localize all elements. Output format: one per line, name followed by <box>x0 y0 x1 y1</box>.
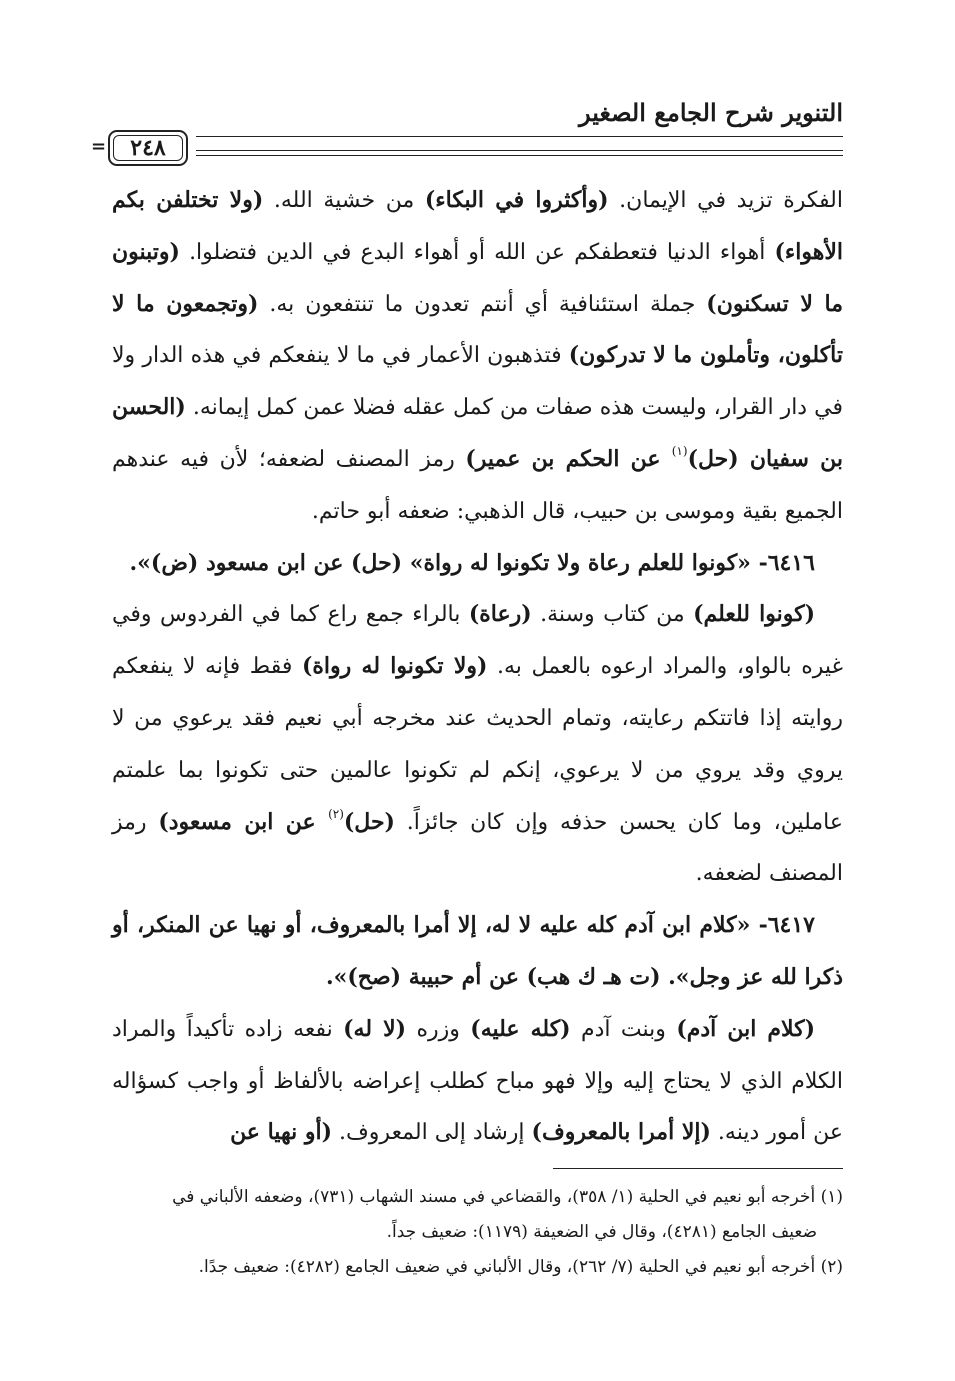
quoted-phrase: (أو نهيا عن <box>230 1119 333 1146</box>
quoted-phrase: (وأكثروا في البكاء) <box>424 187 609 213</box>
quoted-phrase: عن ابن مسعود) <box>158 808 329 835</box>
footnote-reference[interactable]: (١) <box>671 443 688 458</box>
main-text <box>112 175 843 1159</box>
text-run: إرشاد إلى المعروف. <box>332 1120 532 1146</box>
footnote-2: (٢) أخرجه أبو نعيم في الحلية (٧/ ٢٦٢)، وقال الألباني في ضعيف الجامع (٤٢٨٢): ضعيف جدًا. <box>198 1257 843 1277</box>
quoted-phrase: (الحسن بن سفيان (حل) <box>112 394 843 472</box>
text-run: فتذهبون الأعمار في ما لا ينفعكم في هذه الدار ولا في دار القرار، وليست هذه صفات من كمل عقله فضلا عمن كمل إيمانه. <box>112 343 843 421</box>
text-run: من خشية الله. <box>263 188 425 213</box>
quoted-phrase: (لا له) <box>343 1015 407 1042</box>
header-rule <box>196 155 843 156</box>
quoted-phrase: (حل) <box>343 808 395 835</box>
text-run: وبنت آدم <box>570 1016 677 1042</box>
text-run: أهواء الدنيا فتعطفكم عن الله أو أهواء البدع في الدين فتضلوا. <box>179 239 775 265</box>
paragraph <box>112 1004 843 1159</box>
header-rule <box>196 136 843 137</box>
quoted-phrase: (ولا تختلفن بكم الأهواء) <box>112 187 843 265</box>
hadith-heading: ٦٤١٦- «كونوا للعلم رعاة ولا تكونوا له رواة» (حل) عن ابن مسعود (ض)». <box>129 549 815 576</box>
quoted-phrase: (إلا أمرا بالمعروف) <box>531 1119 711 1146</box>
footnote-reference[interactable]: (٢) <box>328 806 344 821</box>
text-run: فقط فإنه لا ينفعكم روايته إذا فاتتكم رعايته، وتمام الحديث عند مخرجه أبي نعيم فقد يرعوي من لا يروي وقد يروي من لا يرعوي، إنكم لم تكونوا عالمين حتى تكونوا بما علمتم عاملين، وما كان يحسن حذفه وإن كان جائزاً. <box>112 654 843 835</box>
page-number-frame <box>108 130 188 166</box>
text-run: وزره <box>406 1016 471 1042</box>
footnotes <box>112 1180 843 1285</box>
quoted-phrase: (كونوا للعلم) <box>693 601 815 628</box>
quoted-phrase: (وتجمعون ما لا تأكلون، وتأملون ما لا تدركون) <box>112 290 843 369</box>
text-run: بالراء جمع راع كما في الفردوس وفي غيره بالواو، والمراد ارعوه بالعمل به. <box>112 602 843 680</box>
text-run: الفكرة تزيد في الإيمان. <box>608 188 844 213</box>
text-run: نفعه زاده تأكيداً والمراد الكلام الذي لا يحتاج إليه وإلا فهو مباح كطلب إعراضه بالألفاظ أو واجب كسؤاله عن أمور دينه. <box>112 1016 843 1146</box>
text-run: من كتاب وسنة. <box>531 602 694 628</box>
hadith-heading: ٦٤١٧- «كلام ابن آدم كله عليه لا له، إلا أمرا بالمعروف، أو نهيا عن المنكر، أو ذكرا لله عز وجل». (ت هـ ك هب) عن أم حبيبة (صح)». <box>112 912 843 990</box>
text-run: رمز المصنف لضعفه. <box>112 809 843 887</box>
running-title: التنوير شرح الجامع الصغير <box>579 98 843 127</box>
paragraph <box>112 175 843 538</box>
page-number: ٢٤٨ <box>130 135 166 161</box>
quoted-phrase: عن الحكم بن عمير) <box>465 445 672 472</box>
footnote-1-continuation: ضعيف الجامع (٤٢٨١)، وقال في الضعيفة (١١٧٩): ضعيف جداً. <box>386 1222 817 1242</box>
paragraph <box>112 589 843 900</box>
quoted-phrase: (كلام ابن آدم) <box>676 1015 816 1042</box>
quoted-phrase: (وتبنون ما لا تسكنون) <box>112 238 843 317</box>
quoted-phrase: (ولا تكونوا له رواة) <box>301 653 488 680</box>
text-run: جملة استئنافية أي أنتم تعدون ما تنتفعون به. <box>258 291 707 317</box>
quoted-phrase: (رعاة) <box>468 601 532 628</box>
header-ornament: = <box>91 136 107 157</box>
header-rule <box>196 150 843 151</box>
text-run: رمز المصنف لضعفه؛ لأن فيه عندهم الجميع بقية وموسى بن حبيب، قال الذهبي: ضعفه أبو حاتم. <box>112 446 843 524</box>
footnote-1: (١) أخرجه أبو نعيم في الحلية (١/ ٣٥٨)، والقضاعي في مسند الشهاب (٧٣١)، وضعفه الألباني في <box>172 1187 843 1207</box>
quoted-phrase: (كله عليه) <box>470 1015 571 1042</box>
footnote-separator <box>553 1168 843 1169</box>
